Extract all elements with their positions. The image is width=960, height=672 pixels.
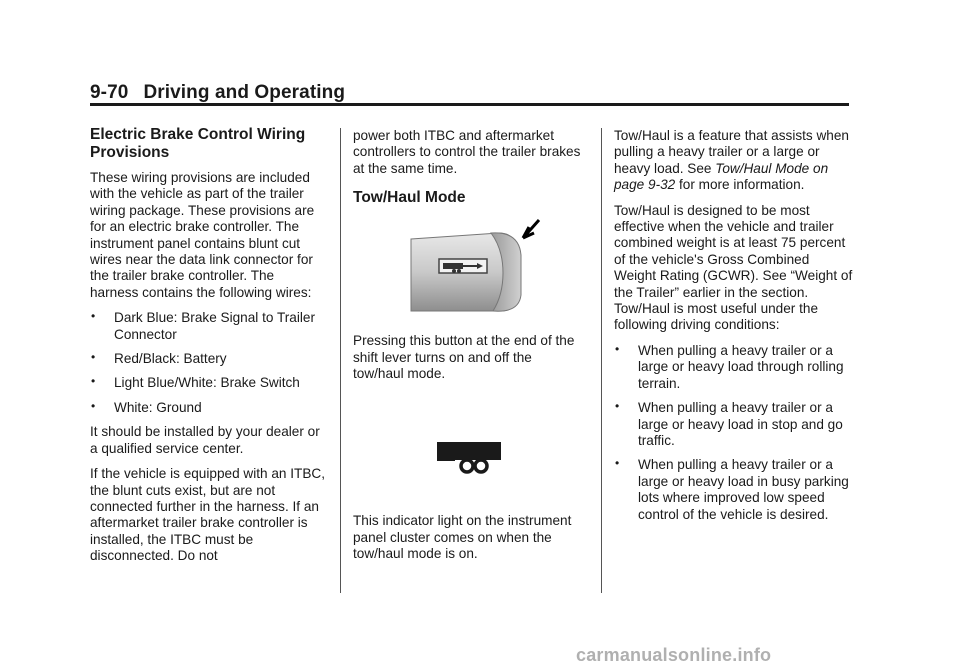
- list-item-text: When pulling a heavy trailer or a large or heavy load in busy parking lots where improved low speed control of the vehicle is desired.: [638, 457, 849, 522]
- bullet-glyph: •: [615, 399, 620, 414]
- column-divider-1: [340, 128, 341, 593]
- heading-tow-haul-mode: Tow/Haul Mode: [353, 189, 466, 207]
- list-item: [90, 375, 326, 391]
- list-item-text: Light Blue/White: Brake Switch: [114, 375, 300, 391]
- page-number: 9-70: [90, 82, 129, 103]
- list-item: [90, 351, 326, 367]
- list-item-text: White: Ground: [114, 399, 202, 415]
- paragraph: Pressing this button at the end of the shift lever turns on and off the tow/haul mode.: [353, 333, 575, 382]
- page-header: [90, 82, 345, 104]
- column-2: [353, 128, 585, 572]
- paragraph: Tow/Haul is designed to be most effective when the vehicle and trailer combined weight is at least 75 percent of the vehicle's Gross Combined Weight Rating (GCWR). See “Weight of the Trailer” earlier in the section. Tow/Haul is most useful under the following driving conditions:: [614, 202, 853, 333]
- list-item-text: Red/Black: Battery: [114, 351, 227, 367]
- paragraph: These wiring provisions are included with the vehicle as part of the trailer wiring package. These provisions are for an electric brake controller. The instrument panel contains blunt cut wires near the data link connector for the trailer brake controller. The harness contains the following wires:: [90, 170, 315, 300]
- paragraph-text: for more information.: [675, 177, 805, 193]
- watermark: carmanualsonline.info: [576, 645, 772, 665]
- bullet-glyph: •: [91, 398, 96, 413]
- list-item: [90, 400, 326, 416]
- list-item-text: When pulling a heavy trailer or a large or heavy load through rolling terrain.: [638, 342, 844, 391]
- list-item-text: When pulling a heavy trailer or a large or heavy load in stop and go traffic.: [638, 400, 843, 448]
- shift-lever-icon: [353, 215, 585, 323]
- bullet-glyph: •: [91, 350, 96, 365]
- trailer-icon: [353, 391, 585, 509]
- paragraph: This indicator light on the instrument panel cluster comes on when the tow/haul mode is on.: [353, 513, 572, 562]
- list-item: [614, 400, 854, 449]
- cross-reference-link[interactable]: Tow/Haul Mode on page 9-32: [614, 160, 829, 193]
- paragraph-text: Tow/Haul is a feature that assists when pulling a heavy trailer or a large or heavy load. See: [614, 128, 849, 176]
- bullet-glyph: •: [615, 456, 620, 471]
- column-3: [614, 128, 854, 531]
- bullet-glyph: •: [615, 341, 620, 356]
- column-divider-2: [601, 128, 602, 593]
- paragraph: If the vehicle is equipped with an ITBC, the blunt cuts exist, but are not connected further in the harness. If an aftermarket trailer brake controller is installed, the ITBC must be disconnected. Do not: [90, 466, 325, 564]
- list-item-text: Dark Blue: Brake Signal to Trailer Connector: [114, 310, 315, 342]
- list-item: [614, 457, 854, 523]
- section-title: Driving and Operating: [143, 82, 346, 103]
- paragraph: [614, 128, 854, 194]
- header-rule: [90, 103, 849, 106]
- heading-brake-wiring: Electric Brake Control Wiring Provisions: [90, 126, 306, 161]
- list-item: [90, 310, 326, 343]
- bullet-glyph: •: [91, 374, 96, 389]
- column-1: [90, 126, 326, 574]
- shift-lever-tow-haul-button-figure: [353, 215, 585, 323]
- paragraph: power both ITBC and aftermarket controllers to control the trailer brakes at the same time.: [353, 128, 581, 176]
- tow-haul-indicator-figure: [353, 391, 585, 509]
- paragraph: It should be installed by your dealer or a qualified service center.: [90, 424, 320, 456]
- list-item: [614, 343, 854, 392]
- bullet-glyph: •: [91, 309, 96, 324]
